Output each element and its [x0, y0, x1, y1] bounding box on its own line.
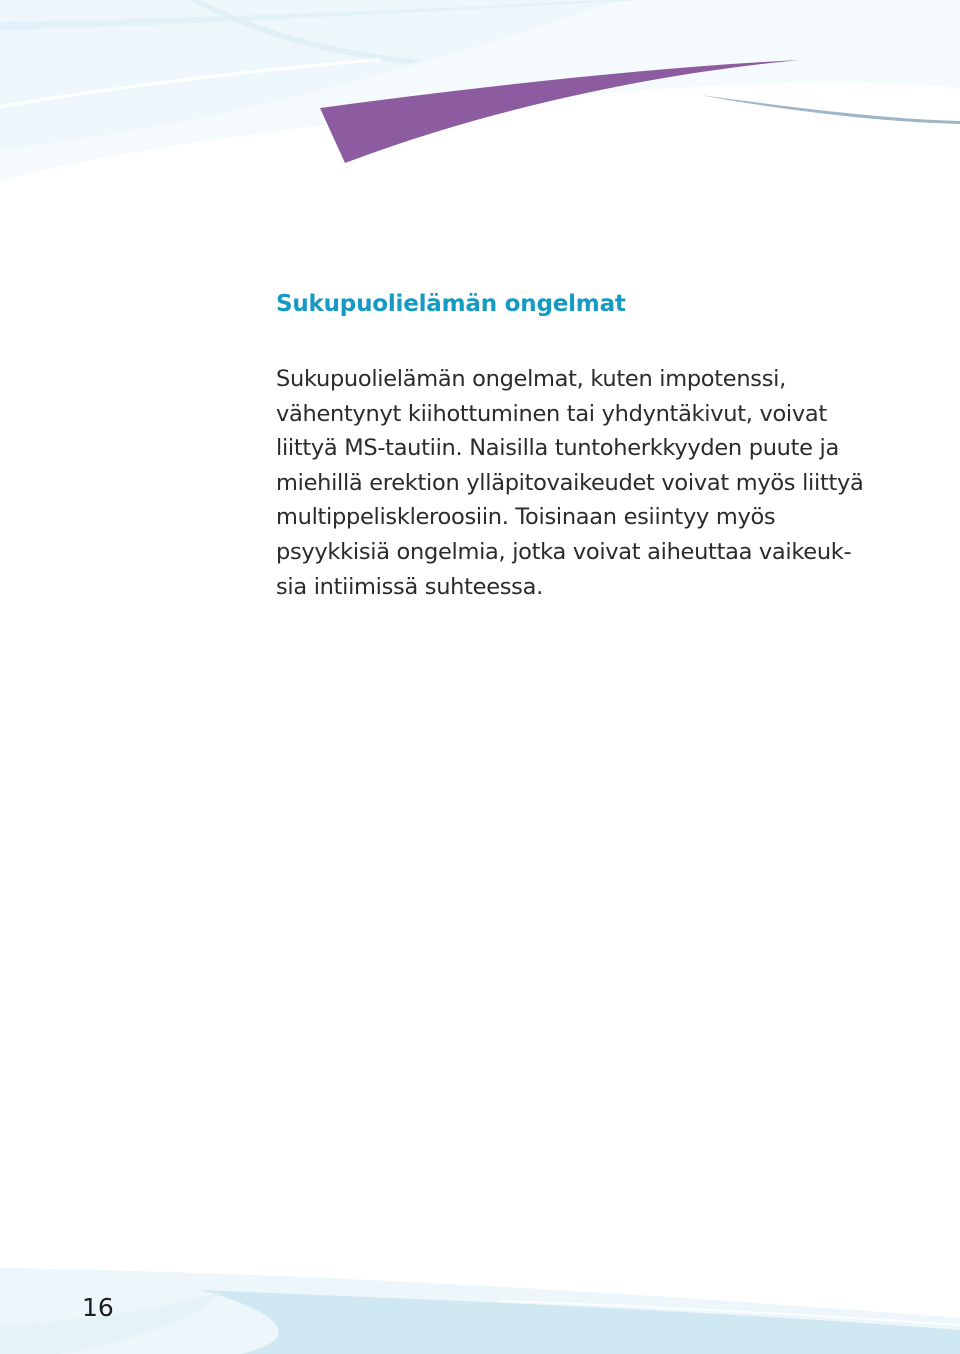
page-number: 16 [82, 1293, 114, 1322]
main-content [276, 286, 916, 604]
paragraph-line: Sukupuolielämän ongelmat, kuten impotenssi, [276, 366, 786, 392]
paragraph-line: liittyä MS-tautiin. Naisilla tuntoherkkyyden puute ja [276, 435, 839, 462]
paragraph-line: multippeliskleroosiin. Toisinaan esiintyy myös [276, 504, 776, 531]
paragraph-line: miehillä erektion ylläpitovaikeudet voivat myös liittyä [276, 469, 864, 496]
paragraph-line: psyykkisiä ongelmia, jotka voivat aiheuttaa vaikeuk- [276, 538, 852, 565]
top-swoosh [0, 0, 960, 180]
bottom-swoosh [0, 1268, 960, 1354]
paragraph-line: vähentynyt kiihottuminen tai yhdyntäkivut, voivat [276, 400, 827, 427]
section-paragraph [276, 362, 916, 604]
section-heading: Sukupuolielämän ongelmat [276, 291, 626, 317]
paragraph-line: sia intiimissä suhteessa. [276, 573, 543, 600]
